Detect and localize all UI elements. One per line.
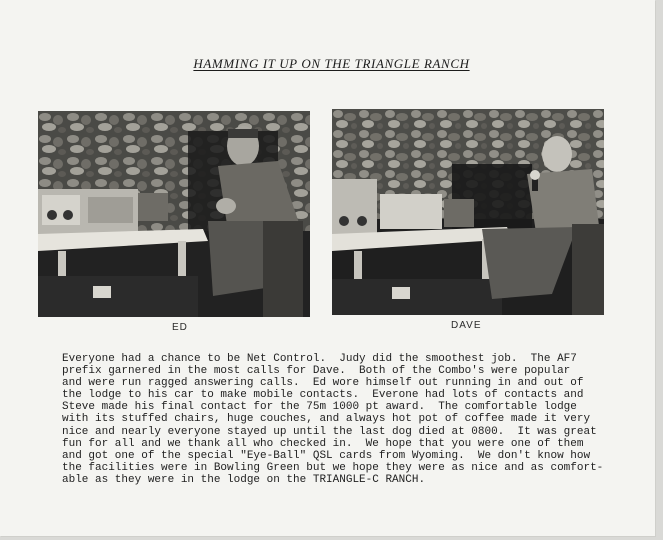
photo-dave	[332, 109, 604, 315]
photo-ed-image	[38, 111, 310, 317]
photo-dave-image	[332, 109, 604, 315]
body-line: and got one of the special "Eye-Ball" QSL cards from Wyoming. We don't know how	[62, 449, 591, 462]
body-line: prefix garnered in the most calls for Dave. Both of the Combo's were popular	[62, 365, 571, 378]
body-line: nice and nearly everyone stayed up until the last dog died at 0800. It was great	[62, 425, 597, 438]
body-line: Steve made his final contact for the 75m 1000 pt award. The comfortable lodge	[62, 401, 577, 414]
photo-caption-dave: DAVE	[451, 320, 482, 331]
photo-caption-ed: ED	[172, 322, 188, 333]
page-title: HAMMING IT UP ON THE TRIANGLE RANCH	[193, 56, 470, 71]
body-line: the facilities were in Bowling Green but we hope they were as nice and as comfort-	[62, 461, 604, 474]
body-line: able as they were in the lodge on the TRIANGLE-C RANCH.	[62, 473, 426, 486]
body-line: Everyone had a chance to be Net Control. Judy did the smoothest job. The AF7	[62, 353, 577, 365]
photo-ed	[38, 111, 310, 317]
body-line: fun for all and we thank all who checked in. We hope that you were one of them	[62, 437, 584, 450]
body-line: the lodge to his car to make mobile contacts. Everone had lots of contacts and	[62, 389, 584, 402]
body-line: and were run ragged answering calls. Ed wore himself out running in and out of	[62, 377, 584, 390]
body-line: with its stuffed chairs, huge couches, and always hot pot of coffee made it very	[62, 413, 591, 426]
article-body	[62, 353, 622, 486]
